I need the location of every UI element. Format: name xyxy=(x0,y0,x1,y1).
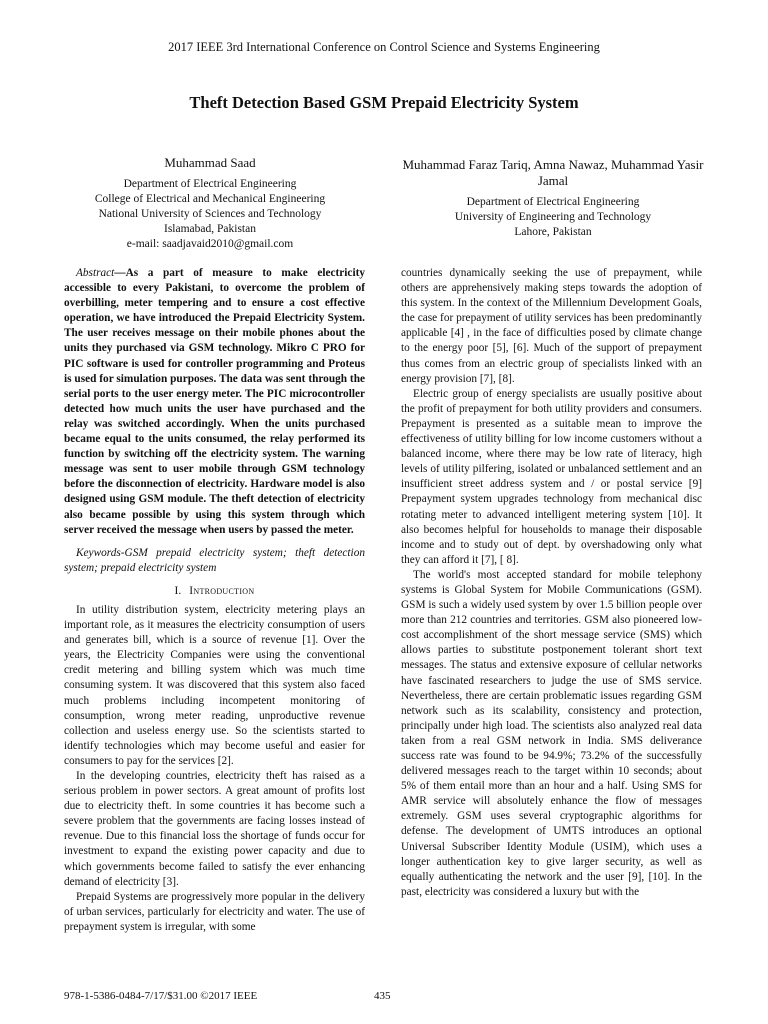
author-affiliation-line: College of Electrical and Mechanical Engineering xyxy=(94,193,326,205)
author-affiliation-line: Department of Electrical Engineering xyxy=(466,196,640,208)
author-names: Muhammad Faraz Tariq, Amna Nawaz, Muhammad Yasir Jamal xyxy=(402,157,704,188)
author-affiliation-line: Department of Electrical Engineering xyxy=(123,178,297,190)
abstract-text: —As a part of measure to make electricity accessible to every Pakistani, to overcome the problem of overbilling, meter tempering and to ensure a cost effective operation, we have introduced the Prepaid Electricity System. The user receives message on their mobile phones about the units they purchased via GSM technology. Mikro C PRO for PIC software is used for controller programming and Proteus is used for simulation purposes. The data was sent through the serial ports to the user energy meter. The PIC microcontroller detected how much units the user have purchased and the relay was switched accordingly. When the units purchased became equal to the units consumed, the relay performed its function by switching off the electricity system. The warning message was sent to user mobile through GSM technology before the disconnection of electricity. Hardware model is also designed using GSM module. The theft detection of electricity also became possible by using this system through which server received the message when users by passed the meter. xyxy=(64,267,365,536)
footer-isbn: 978-1-5386-0484-7/17/$31.00 ©2017 IEEE xyxy=(64,990,258,1002)
paragraph: countries dynamically seeking the use of prepayment, while others are apprehensively making steps towards the adoption of this system. In the context of the Millennium Development Goals, the case for prepayment of utility services has been predominantly applicable [4] , in the face of difficulties posed by climate change to the energy poor [5], [6]. Much of the support of prepayment thus comes from an electric group of specialists linked with an energy provision [7], [8]. xyxy=(401,267,702,385)
paragraph: Electric group of energy specialists are usually positive about the profit of prepayment for both utility providers and consumers. Prepayment is presented as a suitable mean to improve the effectiveness of utility billing for low income customers without a balanced income, where there may be low rate of literacy, high levels of utility pilfering, isolated or unbalanced settlement and an insufficient street address system and / or postal service [9] Prepayment system upgrades technology from mechanical disc rotating meter to advanced intelligent metering system [10]. It also becomes helpful for households to manage their disposable income and to study out of dept. by overshadowing only what they can afford it [7], [ 8]. xyxy=(401,387,702,566)
abstract-label: Abstract xyxy=(76,267,115,279)
section-number: I. xyxy=(174,584,182,597)
section-heading xyxy=(64,584,365,599)
right-column xyxy=(401,266,702,900)
author-affiliation-line: National University of Sciences and Technology xyxy=(98,208,322,220)
page-number: 435 xyxy=(374,990,391,1002)
paragraph: The world's most accepted standard for mobile telephony systems is Global System for Mobile Communications (GSM). GSM is such a widely used system by over 1.5 billion people over more than 212 countries and territories. GSM also pioneered low-cost accomplishment of the short message service (SMS) which allows parties to substitute postponement tolerant short text messages. The status and extensive exposure of cellular networks have fascinated researchers to judge the use of SMS service. Nevertheless, there are certain problematic issues regarding GSM network such as its scalability, consistency and protection, principally under high load. The scientists also analyzed real data taken from a real GSM network in India. SMS deliverance success rate was found to be 94.9%; 73.2% of the successfully delivered messages reach to the target within 10 seconds; about 5% of them entail more than an hour and a half. Using SMS for AMR service will absolutely enhance the flow of messages extremely. GSM uses several cryptographic algorithms for defense. The development of UMTS introduces an optional Universal Subscriber Identity Module (USIM), which uses a longer authentication key to give larger security, as well as equally authenticating the network and the user [9], [10]. In the past, electricity was considered a luxury but with the xyxy=(401,568,702,898)
author-affiliation-line: Lahore, Pakistan xyxy=(514,226,592,238)
paper-title: Theft Detection Based GSM Prepaid Electricity System xyxy=(189,93,579,112)
author-block-right xyxy=(398,157,708,240)
author-name: Muhammad Saad xyxy=(164,155,256,170)
keywords: Keywords-GSM prepaid electricity system; theft detection system; prepaid electricity system xyxy=(64,546,365,574)
author-affiliation-line: University of Engineering and Technology xyxy=(454,211,652,223)
paragraph: In utility distribution system, electricity metering plays an important role, as it measures the electricity consumption of users and generates bill, which is a source of revenue [1]. Over the years, the Electricity Companies were using the conventional credit metering and billing system which was much time consuming system. It was discovered that this system also faced much problems including incompetent monitoring of consumption, wrong meter reading, unproductive revenue collection and useless energy use. So the scientists started to identify technologies which may become useful and easier for consumers to pay for the services [2]. xyxy=(64,603,365,767)
paragraph: Prepaid Systems are progressively more popular in the delivery of urban services, particularly for electricity and water. The use of prepayment system is irregular, with some xyxy=(64,890,365,933)
author-affiliation-line: Islamabad, Pakistan xyxy=(164,223,256,235)
author-block-left xyxy=(60,155,360,252)
paragraph: In the developing countries, electricity theft has raised as a serious problem in power sectors. A great amount of profits lost due to electricity theft. In some countries it has become such a severe problem that the governments are facing losses instead of revenue. Due to this financial loss the shortage of funds occur for investment to expand the existing power capacity and due to which governments become failed to satisfy the ever enhancing demand of electricity [3]. xyxy=(64,770,365,888)
left-column xyxy=(64,266,365,935)
conference-header: 2017 IEEE 3rd International Conference on Control Science and Systems Engineering xyxy=(168,40,600,54)
author-email: e-mail: saadjavaid2010@gmail.com xyxy=(126,238,294,250)
abstract xyxy=(64,266,365,538)
section-title: Introduction xyxy=(189,584,255,597)
